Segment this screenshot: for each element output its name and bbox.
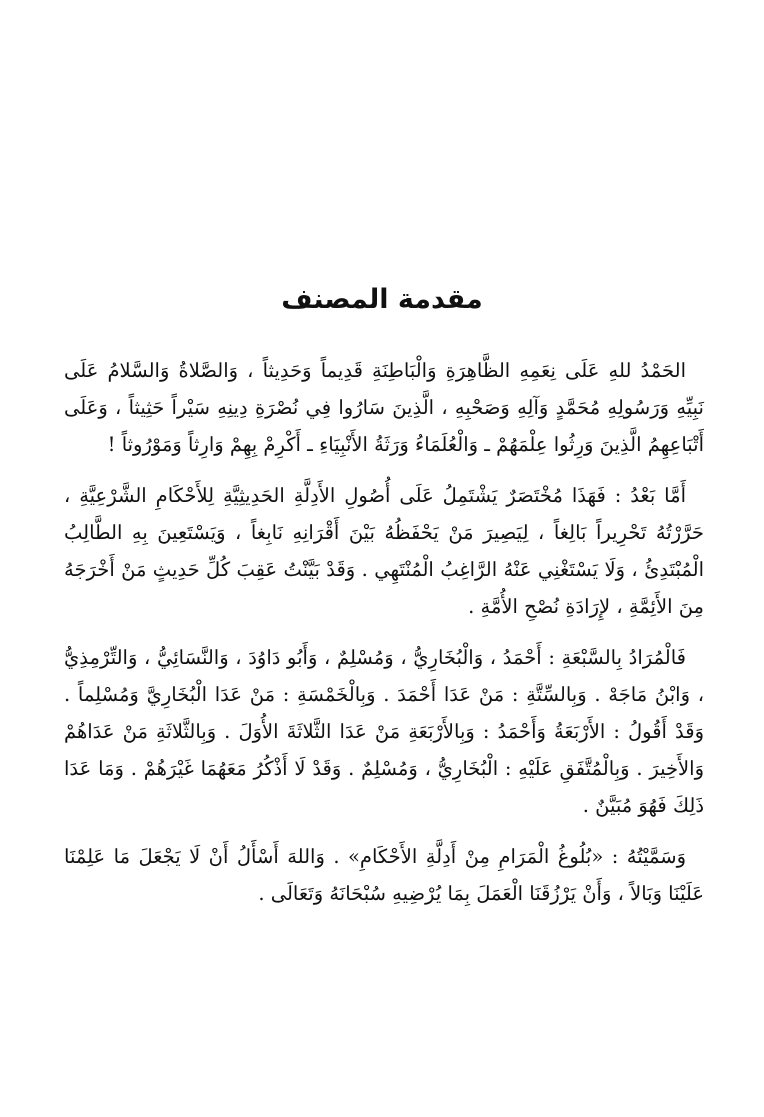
- page-title: مقدمة المصنف: [281, 284, 483, 315]
- paragraph-praise: الحَمْدُ للهِ عَلَى نِعَمِهِ الظَّاهِرَةِ وَالْبَاطِنَةِ قَدِيماً وَحَدِيثاً ، وَالصَّلاةُ وَالسَّلامُ عَلَى نَبِيِّهِ وَرَسُولِهِ مُحَمَّدٍ وَآلِهِ وَصَحْبِهِ ، الَّذِينَ سَارُوا فِي نُصْرَةِ دِينِهِ سَيْراً حَثِيثاً ، وَعَلَى أَتْبَاعِهِمُ الَّذِينَ وَرِثُوا عِلْمَهُمْ ـ وَالْعُلَمَاءُ وَرَثَةُ الأَنْبِيَاءِ ـ أَكْرِمْ بِهِمْ وَارِثاً وَمَوْرُوثاً !: [64, 359, 704, 456]
- paragraph-purpose: أَمَّا بَعْدُ : فَهَذَا مُخْتَصَرٌ يَشْتَمِلُ عَلَى أُصُولِ الأَدِلَّةِ الحَدِيثِيَّةِ لِلأَحْكَامِ الشَّرْعِيَّةِ ، حَرَّرْتُهُ تَحْرِيراً بَالِغاً ، لِيَصِيرَ مَنْ يَحْفَظُهُ بَيْنَ أَقْرَانِهِ نَابِغاً ، وَيَسْتَعِينَ بِهِ الطَّالِبُ الْمُبْتَدِئُ ، وَلَا يَسْتَغْنِي عَنْهُ الرَّاغِبُ الْمُنْتَهِي . وَقَدْ بَيَّنْتُ عَقِبَ كُلِّ حَدِيثٍ مَنْ أَخْرَجَهُ مِنَ الأَئِمَّةِ ، لإِرَادَةِ نُصْحِ الأُمَّةِ .: [64, 484, 704, 618]
- paragraph-naming: وَسَمَّيْتُهُ : «بُلُوغُ الْمَرَامِ مِنْ أَدِلَّةِ الأَحْكَامِ» . وَاللهَ أَسْأَلُ أَنْ لَا يَجْعَلَ مَا عَلِمْنَا عَلَيْنَا وَبَالاً ، وَأَنْ يَرْزُقَنَا الْعَمَلَ بِمَا يُرْضِيهِ سُبْحَانَهُ وَتَعَالَى .: [64, 845, 704, 905]
- document-body: [64, 352, 704, 926]
- paragraph-terminology: فَالْمُرَادُ بِالسَّبْعَةِ : أَحْمَدُ ، وَالْبُخَارِيُّ ، وَمُسْلِمٌ ، وَأَبُو دَاوُدَ ، وَالنَّسَائِيُّ ، وَالتِّرْمِذِيُّ ، وَابْنُ مَاجَهْ . وَبِالسِّتَّةِ : مَنْ عَدَا أَحْمَدَ . وَبِالْخَمْسَةِ : مَنْ عَدَا الْبُخَارِيَّ وَمُسْلِماً . وَقَدْ أَقُولُ : الأَرْبَعَةُ وَأَحْمَدُ : وَبِالأَرْبَعَةِ مَنْ عَدَا الثَّلاثَةَ الأُوَلَ . وَبِالثَّلاثَةِ مَنْ عَدَاهُمْ وَالأَخِيرَ . وَبِالْمُتَّفَقِ عَلَيْهِ : الْبُخَارِيُّ ، وَمُسْلِمٌ . وَقَدْ لَا أَذْكُرُ مَعَهُمَا غَيْرَهُمْ . وَمَا عَدَا ذَلِكَ فَهُوَ مُبَيَّنٌ .: [64, 646, 704, 817]
